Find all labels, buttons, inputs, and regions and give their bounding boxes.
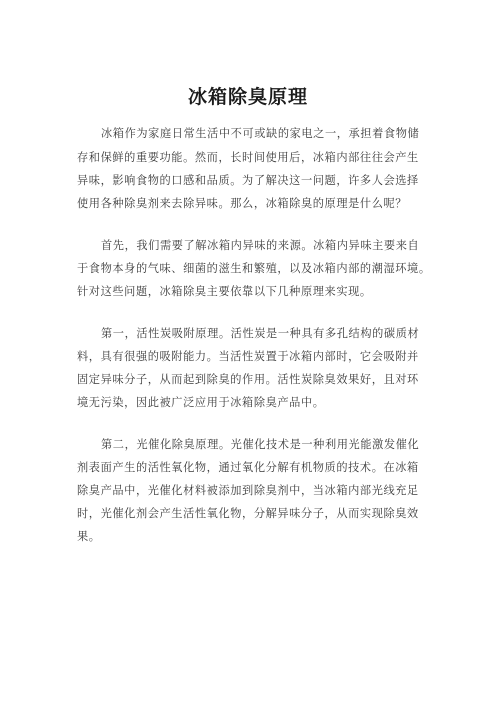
paragraph-2-line-2: 于食物本身的气味、细菌的滋生和繁殖，以及冰箱内部的潮湿环境。 [77, 262, 431, 275]
paragraph-3-line-4: 境无污染，因此被广泛应用于冰箱除臭产品中。 [77, 396, 325, 409]
paragraph-4-line-4: 时，光催化剂会产生活性氧化物，分解异味分子，从而实现除臭效 [77, 507, 419, 520]
paragraph-2-line-1: 首先，我们需要了解冰箱内异味的来源。冰箱内异味主要来自 [101, 239, 420, 252]
paragraph-1-line-2: 存和保鲜的重要功能。然而，长时间使用后，冰箱内部往往会产生 [77, 151, 419, 164]
paragraph-3-line-2: 料，具有很强的吸附能力。当活性炭置于冰箱内部时，它会吸附并 [77, 350, 419, 363]
paragraph-1-line-3: 异味，影响食物的口感和品质。为了解决这一问题，许多人会选择 [77, 174, 419, 187]
document-title: 冰箱除臭原理 [187, 86, 308, 108]
paragraph-4-line-2: 剂表面产生的活性氧化物，通过氧化分解有机物质的技术。在冰箱 [77, 461, 419, 474]
paragraph-4-line-1: 第二，光催化除臭原理。光催化技术是一种利用光能激发催化 [101, 438, 420, 451]
paragraph-3-line-1: 第一，活性炭吸附原理。活性炭是一种具有多孔结构的碳质材 [101, 327, 420, 340]
paragraph-1-line-4: 使用各种除臭剂来去除异味。那么，冰箱除臭的原理是什么呢？ [77, 197, 408, 210]
paragraph-4-line-3: 除臭产品中，光催化材料被添加到除臭剂中，当冰箱内部光线充足 [77, 484, 419, 497]
paragraph-1-line-1: 冰箱作为家庭日常生活中不可或缺的家电之一，承担着食物储 [101, 127, 420, 140]
paragraph-3-line-3: 固定异味分子，从而起到除臭的作用。活性炭除臭效果好，且对环 [77, 373, 419, 386]
paragraph-2-line-3: 针对这些问题，冰箱除臭主要依靠以下几种原理来实现。 [77, 285, 372, 298]
paragraph-4-line-5: 果。 [77, 530, 101, 543]
